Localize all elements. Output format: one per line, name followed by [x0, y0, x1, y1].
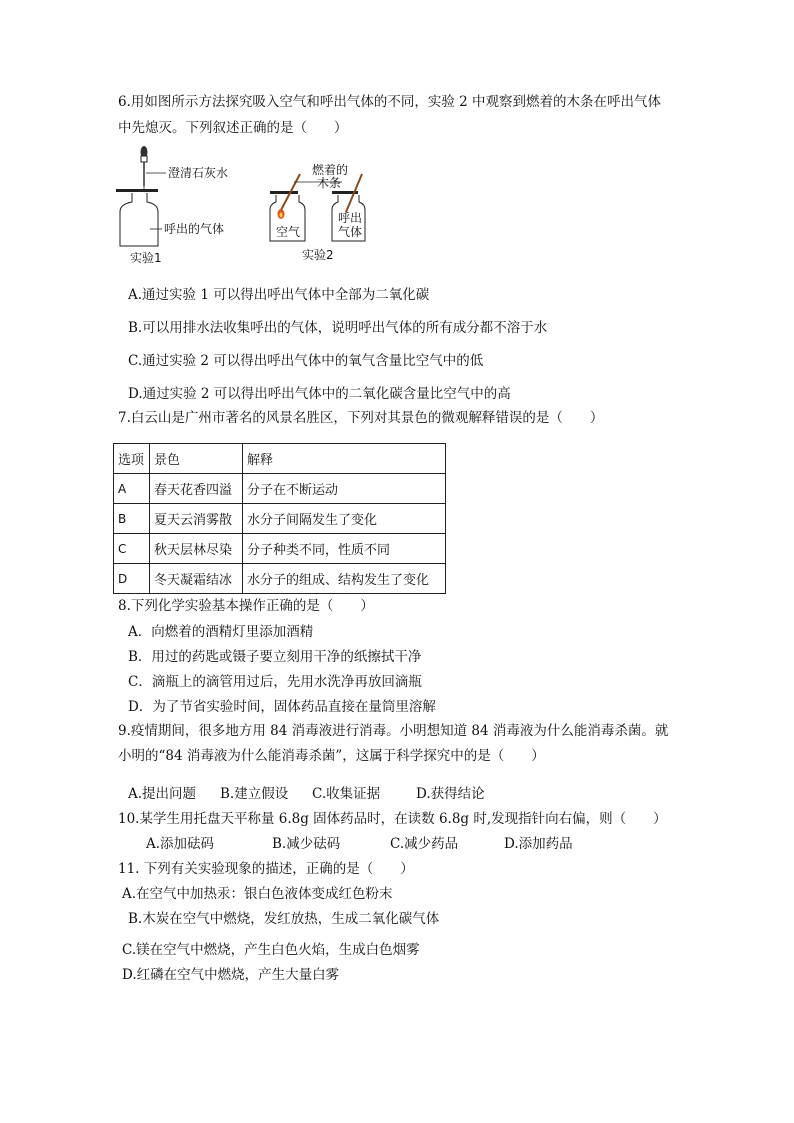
- q8-option-b: B．用过的药匙或镊子要立刻用干净的纸擦拭干净: [128, 649, 422, 665]
- table-header-cell: 解释: [243, 444, 446, 474]
- table-row: [114, 564, 446, 594]
- q9-options-row: [128, 784, 548, 804]
- q10-options-row: [146, 834, 626, 854]
- q11-option-a: A.在空气中加热汞：银白色液体变成红色粉末: [122, 886, 393, 902]
- table-row: [114, 474, 446, 504]
- table-cell: 水分子间隔发生了变化: [243, 504, 446, 534]
- q9-option-d: D.获得结论: [416, 786, 485, 802]
- table-cell: 分子在不断运动: [243, 474, 446, 504]
- q10-option-b: B.减少砝码: [272, 836, 341, 852]
- label-burning-stick-line1: 燃着的: [312, 163, 349, 177]
- q6-experiment-figure: [110, 140, 390, 265]
- label-experiment1: 实验1: [130, 251, 162, 265]
- label-air: 空气: [276, 225, 301, 239]
- q8-option-a: A．向燃着的酒精灯里添加酒精: [128, 624, 314, 640]
- q9-option-c: C.收集证据: [312, 786, 381, 802]
- label-limewater: 澄清石灰水: [168, 166, 229, 180]
- table-header-row: [114, 444, 446, 474]
- table-cell: 夏天云消雾散: [150, 504, 243, 534]
- table-row: [114, 504, 446, 534]
- q9-stem-line2: 小明的“84 消毒液为什么能消毒杀菌”，这属于科学探究中的是（ ）: [118, 748, 545, 764]
- q7-stem: 7.白云山是广州市著名的风景名胜区，下列对其景色的微观解释错误的是（ ）: [118, 410, 604, 426]
- q6-option-c: C.通过实验 2 可以得出呼出气体中的氧气含量比空气中的低: [128, 353, 484, 369]
- q9-option-a: A.提出问题: [128, 786, 197, 802]
- label-exhaled-line1: 呼出: [338, 211, 363, 225]
- table-row: [114, 534, 446, 564]
- q6-stem-line1: 6.用如图所示方法探究吸入空气和呼出气体的不同，实验 2 中观察到燃着的木条在呼出气体: [118, 94, 662, 110]
- label-experiment2: 实验2: [302, 248, 334, 262]
- table-cell: 秋天层林尽染: [150, 534, 243, 564]
- label-burning-stick-line2: 木条: [317, 176, 342, 190]
- label-exhaled-line2: 气体: [338, 225, 363, 239]
- q6-option-a: A.通过实验 1 可以得出呼出气体中全部为二氧化碳: [128, 287, 430, 303]
- table-cell: B: [114, 504, 150, 534]
- q6-option-b: B.可以用排水法收集呼出的气体，说明呼出气体的所有成分都不溶于水: [128, 320, 548, 336]
- table-cell: 分子种类不同，性质不同: [243, 534, 446, 564]
- table-cell: A: [114, 474, 150, 504]
- table-cell: C: [114, 534, 150, 564]
- q8-stem: 8.下列化学实验基本操作正确的是（ ）: [118, 598, 374, 614]
- q11-stem: 11. 下列有关实验现象的描述，正确的是（ ）: [118, 861, 414, 877]
- q10-option-c: C.减少药品: [390, 836, 459, 852]
- q6-stem-line2: 中先熄灭。下列叙述正确的是（ ）: [118, 120, 348, 136]
- q11-option-c: C.镁在空气中燃烧，产生白色火焰，生成白色烟雾: [122, 942, 420, 958]
- table-cell: D: [114, 564, 150, 594]
- table-cell: 春天花香四溢: [150, 474, 243, 504]
- table-cell: 冬天凝霜结冰: [150, 564, 243, 594]
- label-exhaled-gas: 呼出的气体: [164, 222, 225, 236]
- table-header-cell: 选项: [114, 444, 150, 474]
- q11-option-d: D.红磷在空气中燃烧，产生大量白雾: [122, 967, 340, 983]
- table-cell: 水分子的组成、结构发生了变化: [243, 564, 446, 594]
- q7-table: [113, 443, 446, 594]
- q10-option-d: D.添加药品: [504, 836, 573, 852]
- q9-option-b: B.建立假设: [220, 786, 289, 802]
- q9-stem-line1: 9.疫情期间，很多地方用 84 消毒液进行消毒。小明想知道 84 消毒液为什么能消毒杀菌。就: [118, 723, 669, 739]
- q10-option-a: A.添加砝码: [146, 836, 215, 852]
- q8-option-d: D．为了节省实验时间，固体药品直接在量筒里溶解: [128, 699, 436, 715]
- experiment1-apparatus: [116, 146, 166, 246]
- table-header-cell: 景色: [150, 444, 243, 474]
- q6-option-d: D.通过实验 2 可以得出呼出气体中的二氧化碳含量比空气中的高: [128, 386, 511, 402]
- q11-option-b: B.木炭在空气中燃烧，发红放热，生成二氧化碳气体: [128, 911, 440, 927]
- q10-stem: 10.某学生用托盘天平称量 6.8g 固体药品时，在读数 6.8g 时,发现指针向右偏，则（ ）: [118, 811, 667, 827]
- q8-option-c: C．滴瓶上的滴管用过后，先用水洗净再放回滴瓶: [128, 674, 422, 690]
